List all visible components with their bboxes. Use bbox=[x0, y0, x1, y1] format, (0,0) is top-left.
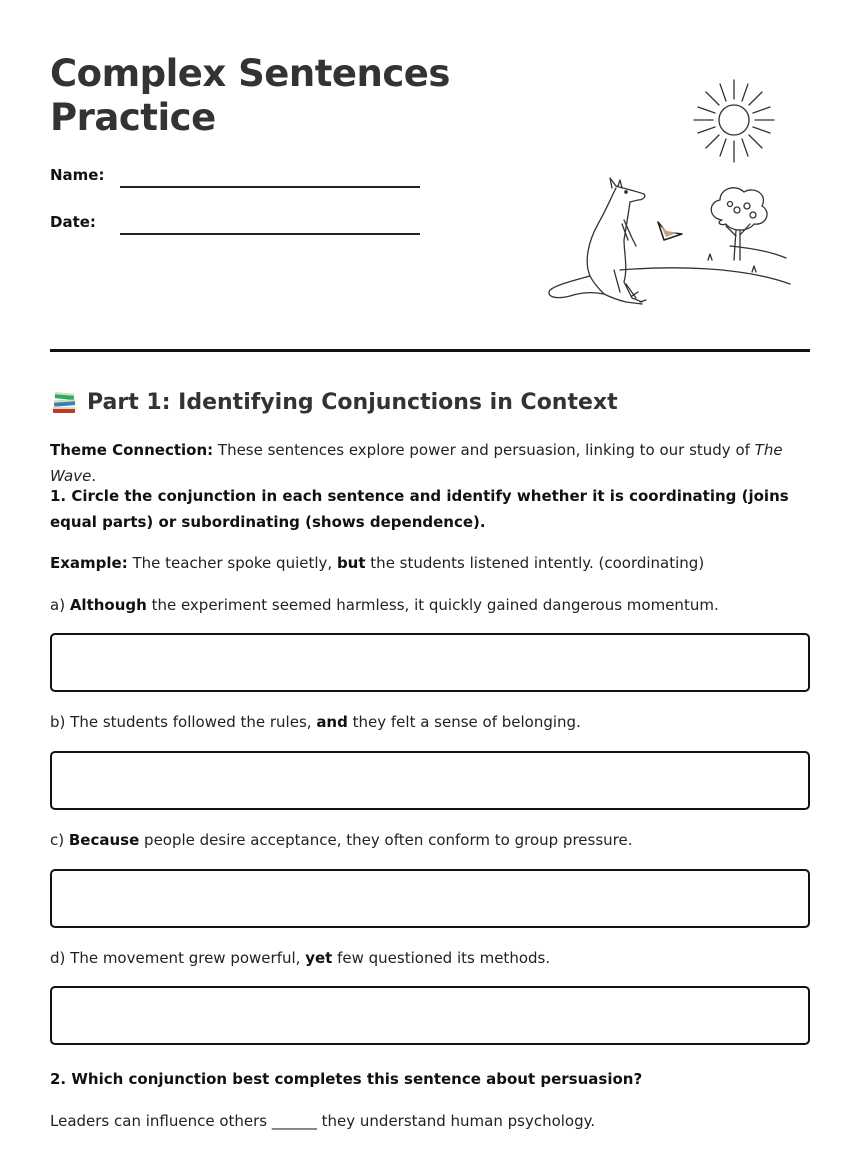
example-conjunction: but bbox=[336, 554, 366, 572]
question-2: 2. Which conjunction best completes this sentence about persuasion? bbox=[50, 1070, 643, 1088]
books-icon bbox=[50, 388, 78, 416]
question-2-sentence: Leaders can influence others ______ they understand human psychology. bbox=[50, 1112, 596, 1130]
item-prefix: b) bbox=[50, 713, 71, 731]
tree-icon bbox=[711, 188, 767, 260]
theme-connection bbox=[50, 437, 810, 489]
item-pre: The students followed the rules, bbox=[70, 713, 317, 731]
section-divider bbox=[50, 349, 810, 352]
item-c bbox=[50, 827, 810, 853]
ground-line bbox=[620, 246, 790, 284]
example-post: the students listened intently. (coordinating) bbox=[365, 554, 705, 572]
boomerang-icon bbox=[658, 222, 682, 240]
theme-label: Theme Connection: bbox=[50, 441, 214, 459]
item-post: they felt a sense of belonging. bbox=[347, 713, 581, 731]
item-post: few questioned its methods. bbox=[332, 949, 551, 967]
worksheet-title bbox=[50, 52, 450, 140]
kangaroo-icon bbox=[549, 178, 646, 304]
item-prefix: a) bbox=[50, 596, 70, 614]
theme-end: . bbox=[91, 467, 97, 485]
item-conjunction: yet bbox=[305, 949, 333, 967]
item-conjunction: Because bbox=[68, 831, 140, 849]
example-label: Example: bbox=[50, 554, 128, 572]
answer-box-b[interactable] bbox=[50, 751, 810, 810]
date-field[interactable] bbox=[120, 233, 420, 235]
item-post: people desire acceptance, they often conform to group pressure. bbox=[139, 831, 633, 849]
item-b bbox=[50, 709, 810, 735]
part1-heading-text: Part 1: Identifying Conjunctions in Context bbox=[87, 389, 618, 415]
example-pre: The teacher spoke quietly, bbox=[127, 554, 337, 572]
answer-box-d[interactable] bbox=[50, 986, 810, 1045]
item-prefix: c) bbox=[50, 831, 69, 849]
answer-box-a[interactable] bbox=[50, 633, 810, 692]
name-label: Name: bbox=[50, 166, 105, 184]
sun-icon bbox=[694, 80, 774, 162]
outback-illustration bbox=[540, 70, 810, 320]
example-sentence bbox=[50, 550, 810, 576]
theme-text: These sentences explore power and persuasion, linking to our study of bbox=[213, 441, 755, 459]
date-label: Date: bbox=[50, 213, 96, 231]
question-1: 1. Circle the conjunction in each sentence and identify whether it is coordinating (joins equal parts) or subordinating (shows dependence). bbox=[50, 487, 789, 531]
answer-box-c[interactable] bbox=[50, 869, 810, 928]
item-prefix: d) bbox=[50, 949, 71, 967]
item-conjunction: and bbox=[316, 713, 348, 731]
item-d bbox=[50, 945, 810, 971]
title-line-1: Complex Sentences bbox=[50, 52, 450, 95]
book-title: The Wave bbox=[50, 441, 783, 485]
item-conjunction: Although bbox=[69, 596, 147, 614]
part1-heading bbox=[50, 388, 618, 416]
title-line-2: Practice bbox=[50, 96, 216, 139]
name-field[interactable] bbox=[120, 186, 420, 188]
item-a bbox=[50, 592, 810, 618]
item-post: the experiment seemed harmless, it quickly gained dangerous momentum. bbox=[146, 596, 719, 614]
item-pre: The movement grew powerful, bbox=[70, 949, 306, 967]
